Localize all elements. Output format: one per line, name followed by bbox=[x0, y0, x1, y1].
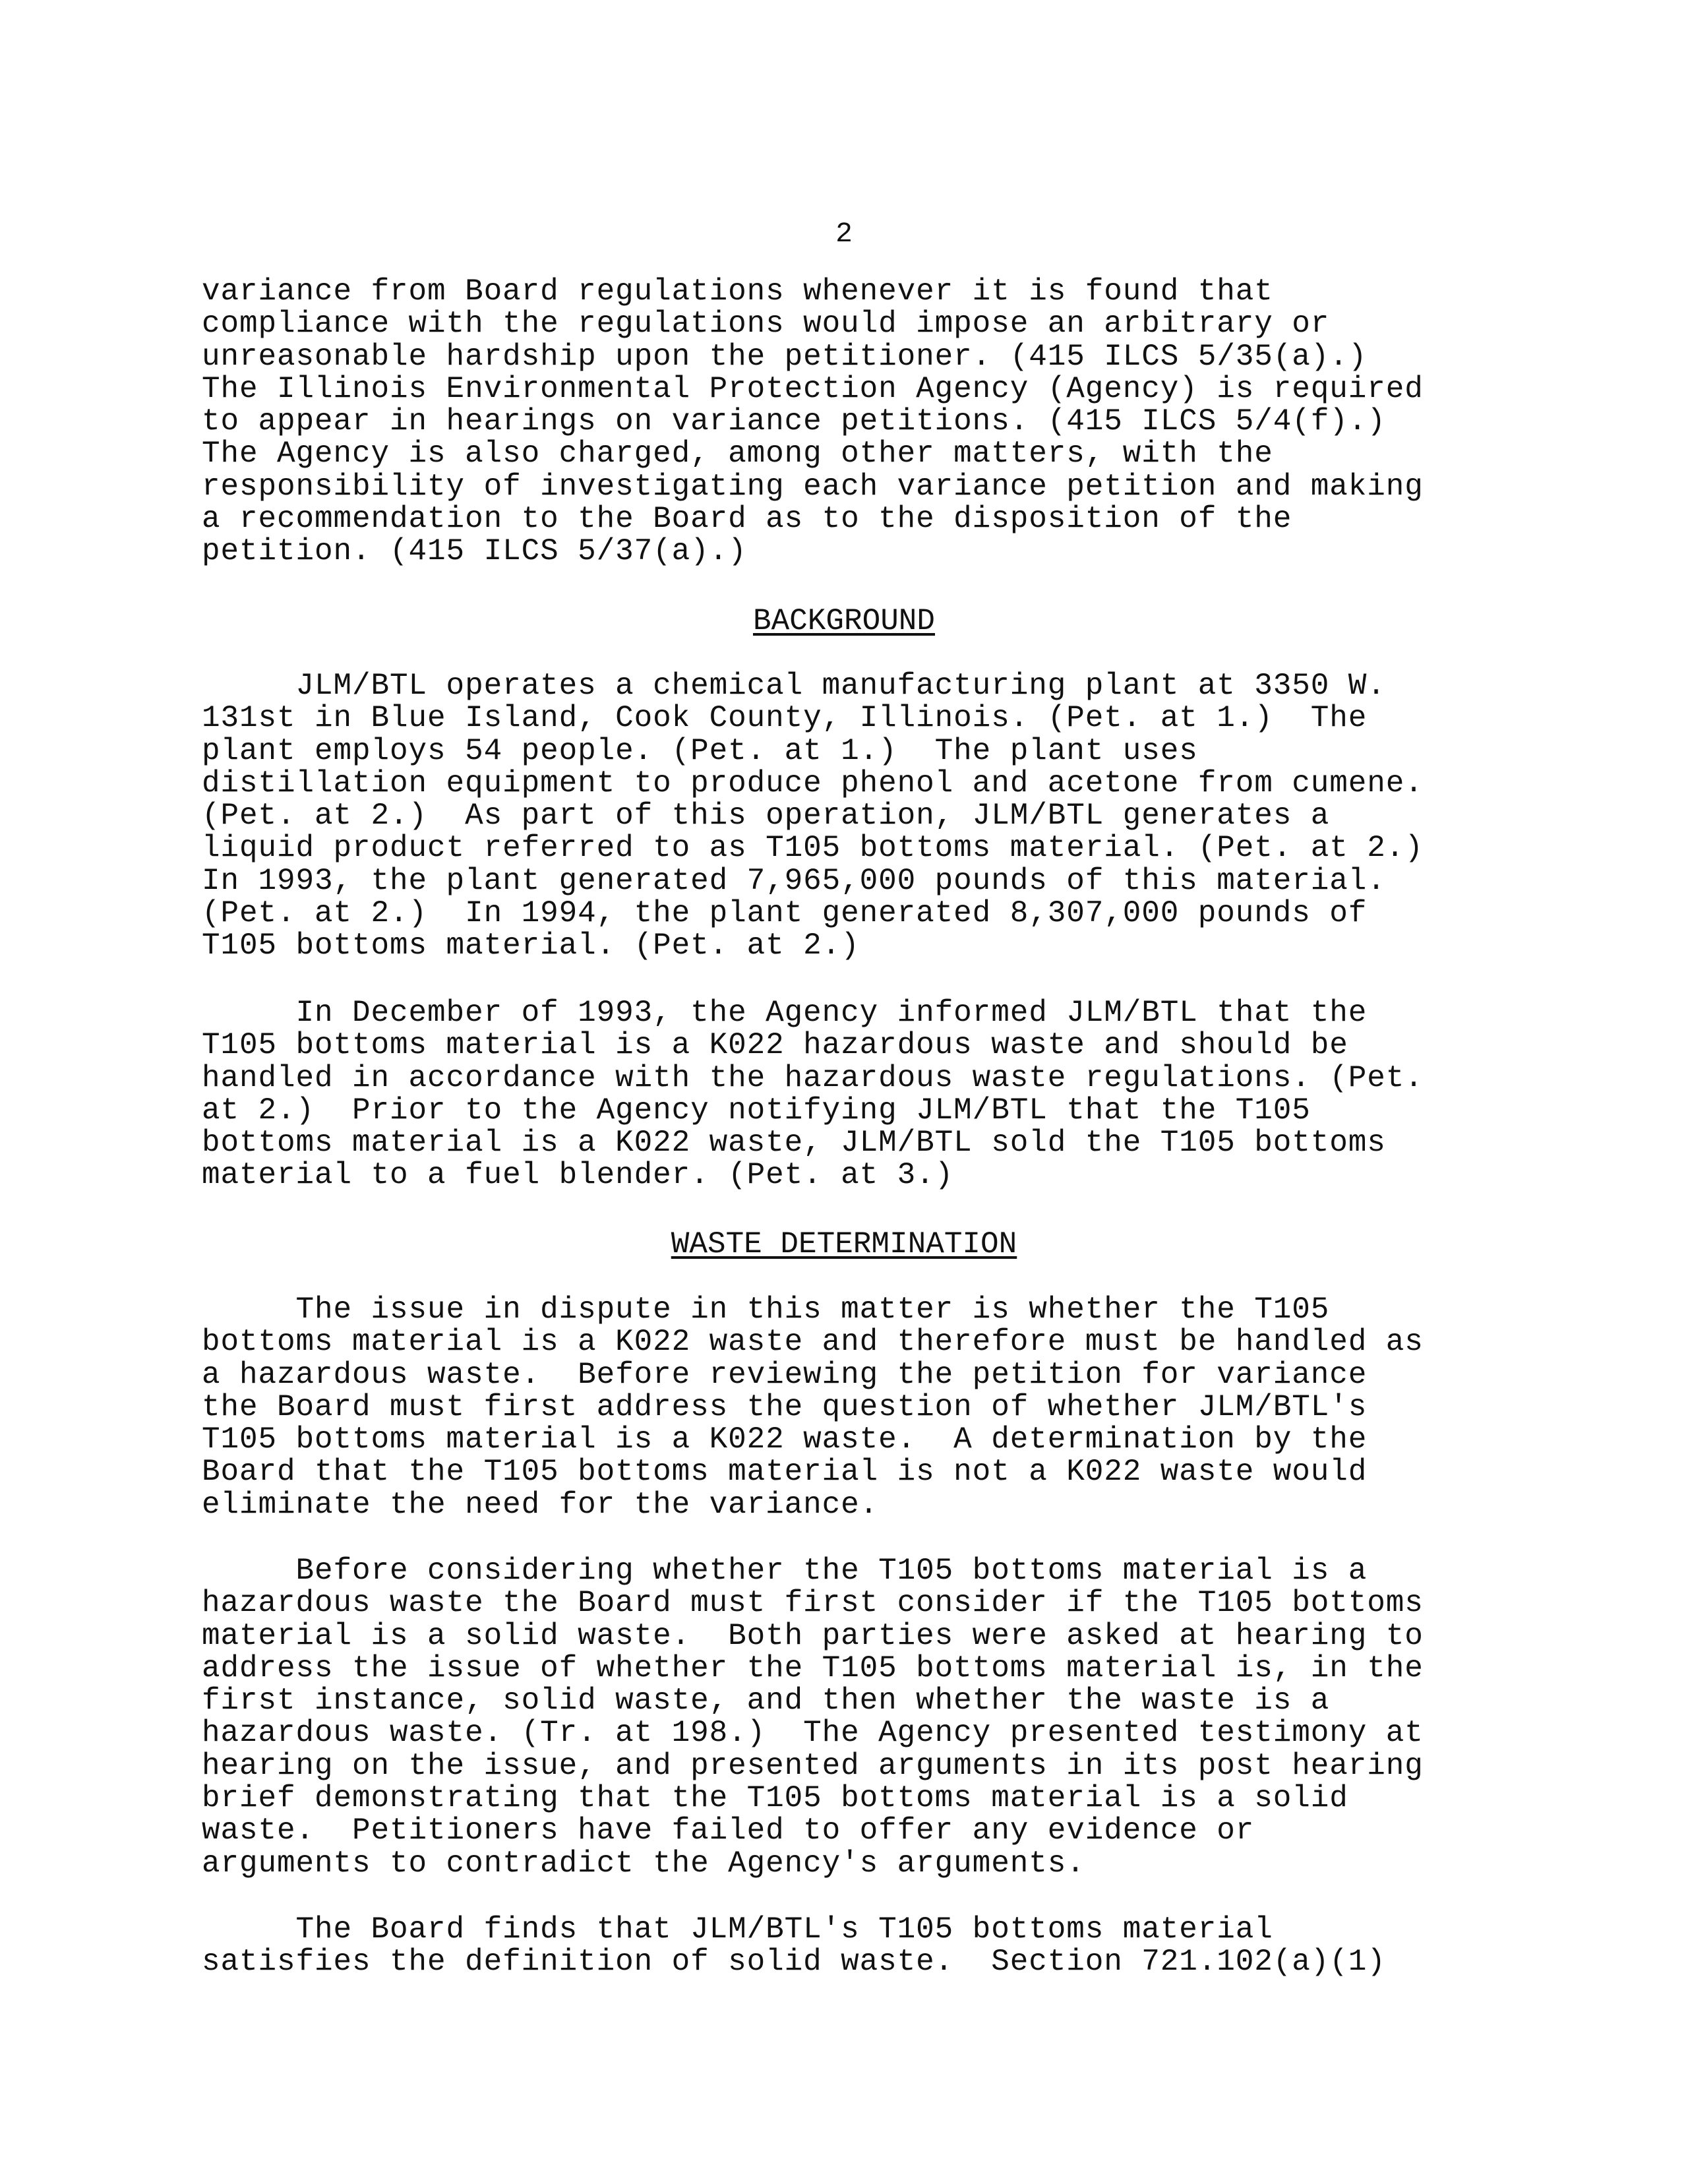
paragraph-intro: variance from Board regulations whenever it is found that compliance with the regulations would impose an arbitrary or unreasonable hardship upon the petitioner. (415 ILCS 5/35(a).) The Illinois Environmental Protection Agency (Agency) is required to appear in hearings on variance petitions. (415 ILCS 5/4(f).) The Agency is also charged, among other matters, with the responsibility of investigating each variance petition and making a recommendation to the Board as to the disposition of the petition. (415 ILCS 5/37(a).) bbox=[202, 274, 1424, 569]
paragraph-background-1: JLM/BTL operates a chemical manufacturing plant at 3350 W. 131st in Blue Island, Cook County, Illinois. (Pet. at 1.) The plant employs 54 people. (Pet. at 1.) The plant uses distillation equipment to produce phenol and acetone from cumene. (Pet. at 2.) As part of this operation, JLM/BTL generates a liquid product referred to as T105 bottoms material. (Pet. at 2.) In 1993, the plant generated 7,965,000 pounds of this material. (Pet. at 2.) In 1994, the plant generated 8,307,000 pounds of T105 bottoms material. (Pet. at 2.) bbox=[202, 669, 1424, 963]
heading-waste-determination-text: WASTE DETERMINATION bbox=[671, 1227, 1017, 1261]
paragraph-waste-2: Before considering whether the T105 bottoms material is a hazardous waste the Board must first consider if the T105 bottoms material is a solid waste. Both parties were asked at hearing to address the issue of whether the T105 bottoms material is, in the first instance, solid waste, and then whether the waste is a hazardous waste. (Tr. at 198.) The Agency presented testimony at hearing on the issue, and presented arguments in its post hearing brief demonstrating that the T105 bottoms material is a solid waste. Petitioners have failed to offer any evidence or arguments to contradict the Agency's arguments. bbox=[202, 1554, 1424, 1881]
heading-waste-determination bbox=[0, 1228, 1688, 1261]
heading-background bbox=[0, 605, 1688, 638]
paragraph-waste-3: The Board finds that JLM/BTL's T105 bottoms material satisfies the definition of solid waste. Section 721.102(a)(1) bbox=[202, 1912, 1386, 1980]
paragraph-background-2: In December of 1993, the Agency informed JLM/BTL that the T105 bottoms material is a K022 hazardous waste and should be handled in accordance with the hazardous waste regulations. (Pet. at 2.) Prior to the Agency notifying JLM/BTL that the T105 bottoms material is a K022 waste, JLM/BTL sold the T105 bottoms material to a fuel blender. (Pet. at 3.) bbox=[202, 996, 1424, 1193]
heading-background-text: BACKGROUND bbox=[752, 604, 936, 638]
paragraph-waste-1: The issue in dispute in this matter is whether the T105 bottoms material is a K022 waste and therefore must be handled as a hazardous waste. Before reviewing the petition for variance the Board must first address the question of whether JLM/BTL's T105 bottoms material is a K022 waste. A determination by the Board that the T105 bottoms material is not a K022 waste would eliminate the need for the variance. bbox=[202, 1292, 1424, 1522]
page-number: 2 bbox=[835, 218, 853, 250]
